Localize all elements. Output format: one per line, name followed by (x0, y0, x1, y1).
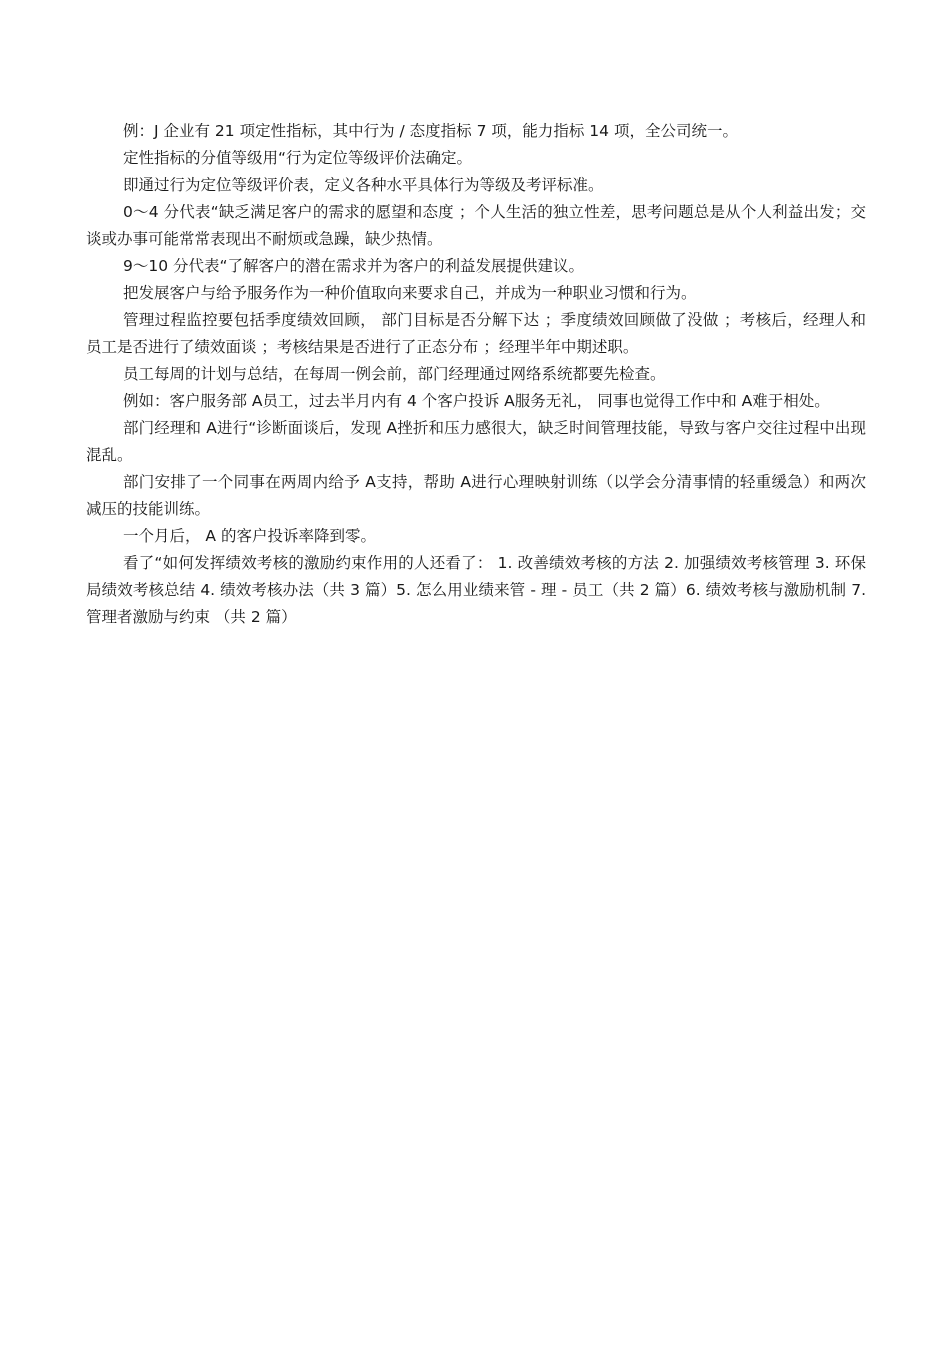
paragraph-1: 例：J 企业有 21 项定性指标，其中行为 / 态度指标 7 项，能力指标 14 项，全公司统一。 (123, 122, 738, 140)
paragraph-7: 管理过程监控要包括季度绩效回顾， 部门目标是否分解下达 ；季度绩效回顾做了没做 ；考核后，经理人和员工是否进行了绩效面谈 ；考核结果是否进行了正态分布 ；经理半年中期述职。 (86, 311, 866, 356)
paragraph-3: 即通过行为定位等级评价表，定义各种水平具体行为等级及考评标准。 (123, 176, 604, 194)
paragraph-13: 看了“如何发挥绩效考核的激励约束作用的人还看了： 1. 改善绩效考核的方法 2. 加强绩效考核管理 3. 环保局绩效考核总结 4. 绩效考核办法（共 3 篇）5. 怎么用业绩来管 - 理 - 员工（共 2 篇）6. 绩效考核与激励机制 7. 管理者激励与约束 （共 2 篇） (86, 554, 871, 626)
paragraph-6: 把发展客户与给予服务作为一种价值取向来要求自己，并成为一种职业习惯和行为。 (123, 284, 697, 302)
paragraph-8: 员工每周的计划与总结，在每周一例会前，部门经理通过网络系统都要先检查。 (123, 365, 666, 383)
paragraph-12: 一个月后， A 的客户投诉率降到零。 (123, 527, 376, 545)
paragraph-11: 部门安排了一个同事在两周内给予 A支持，帮助 A进行心理映射训练（以学会分清事情的轻重缓急）和两次减压的技能训练。 (86, 473, 866, 518)
paragraph-9: 例如：客户服务部 A员工，过去半月内有 4 个客户投诉 A服务无礼， 同事也觉得工作中和 A难于相处。 (123, 392, 830, 410)
paragraph-2: 定性指标的分值等级用“行为定位等级评价法确定。 (123, 149, 473, 167)
paragraph-5: 9～10 分代表“了解客户的潜在需求并为客户的利益发展提供建议。 (123, 257, 585, 275)
document-body (86, 118, 871, 631)
paragraph-10: 部门经理和 A进行“诊断面谈后，发现 A挫折和压力感很大，缺乏时间管理技能，导致与客户交往过程中出现混乱。 (86, 419, 866, 464)
paragraph-4: 0～4 分代表“缺乏满足客户的需求的愿望和态度 ；个人生活的独立性差，思考问题总是从个人利益出发；交谈或办事可能常常表现出不耐烦或急躁，缺少热情。 (86, 203, 866, 248)
